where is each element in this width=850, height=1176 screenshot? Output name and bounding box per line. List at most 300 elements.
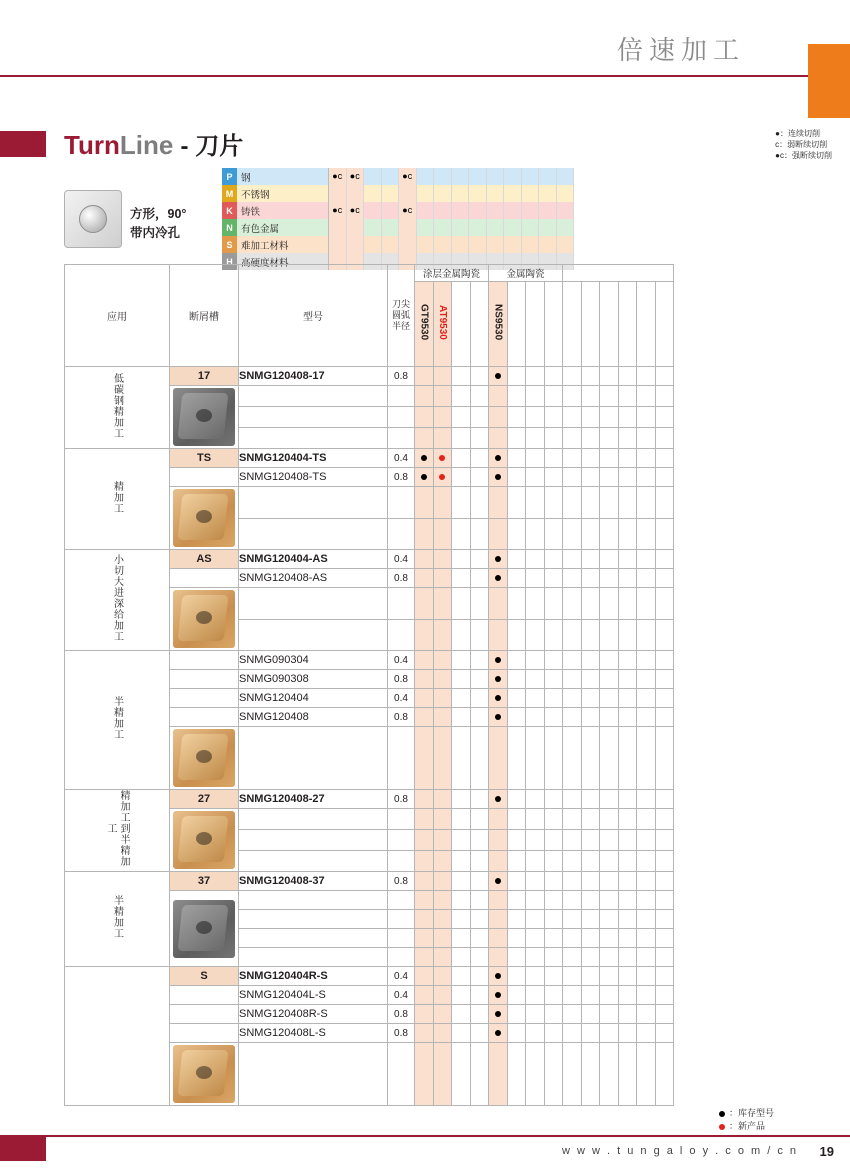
- empty-grade-cell: [600, 487, 619, 519]
- material-mark-cell: [504, 168, 522, 185]
- grade-label: AT9530: [436, 305, 448, 340]
- material-name: 高硬度材料: [237, 253, 329, 270]
- grade-availability-cell: [600, 790, 619, 809]
- grade-availability-cell: [655, 1024, 674, 1043]
- empty-grade-cell: [507, 830, 526, 851]
- material-mark-cell: [417, 185, 435, 202]
- grade-availability-cell: [507, 1005, 526, 1024]
- grade-availability-cell: [452, 790, 471, 809]
- empty-radius-cell: [388, 619, 415, 651]
- material-mark-cell: [487, 219, 505, 236]
- grade-availability-cell: [544, 449, 563, 468]
- material-name: 有色金属: [237, 219, 329, 236]
- grade-availability-cell: [581, 708, 600, 727]
- insert-photo: [173, 1045, 235, 1103]
- footer-rule: [0, 1135, 850, 1137]
- stock-dot-icon: [495, 796, 501, 802]
- material-mark-cell: [469, 219, 487, 236]
- empty-model-cell: [239, 891, 388, 910]
- grade-header-cell: [489, 282, 508, 367]
- grade-header-cell: [452, 282, 471, 367]
- material-mark-cell: [399, 219, 417, 236]
- empty-grade-cell: [581, 428, 600, 449]
- grade-availability-cell: [433, 790, 452, 809]
- header-orange-tab: [808, 44, 850, 118]
- material-name: 不锈钢: [237, 185, 329, 202]
- empty-grade-cell: [470, 386, 489, 407]
- grade-label: GT9530: [418, 304, 430, 341]
- empty-grade-cell: [507, 910, 526, 929]
- grade-availability-cell: [526, 651, 545, 670]
- material-mark-cell: [452, 236, 470, 253]
- grade-availability-cell: [618, 550, 637, 569]
- corner-radius-cell: 0.8: [388, 790, 415, 809]
- empty-grade-cell: [415, 386, 434, 407]
- insert-catalog-table: [64, 264, 674, 1106]
- grade-availability-cell: [415, 967, 434, 986]
- stock-dot-icon: [495, 575, 501, 581]
- empty-grade-cell: [544, 518, 563, 550]
- insert-photo-hole: [196, 921, 212, 934]
- header-group-cermet: 金属陶瓷: [489, 265, 563, 282]
- empty-grade-cell: [452, 948, 471, 967]
- grade-availability-cell: [618, 708, 637, 727]
- empty-grade-cell: [544, 727, 563, 790]
- grade-availability-cell: [452, 872, 471, 891]
- grade-availability-cell: [526, 670, 545, 689]
- grade-availability-cell: [544, 872, 563, 891]
- empty-grade-cell: [544, 891, 563, 910]
- empty-grade-cell: [618, 830, 637, 851]
- corner-radius-cell: 0.8: [388, 367, 415, 386]
- material-mark-cell: [522, 236, 540, 253]
- grade-availability-cell: [581, 550, 600, 569]
- empty-grade-cell: [637, 929, 656, 948]
- empty-grade-cell: [581, 891, 600, 910]
- page-title-line: Line: [119, 130, 174, 160]
- empty-grade-cell: [563, 830, 582, 851]
- empty-grade-cell: [581, 487, 600, 519]
- empty-grade-cell: [655, 386, 674, 407]
- grade-availability-cell: [470, 550, 489, 569]
- material-mark-cell: [417, 168, 435, 185]
- grade-availability-cell: [470, 468, 489, 487]
- empty-model-cell: [239, 830, 388, 851]
- grade-availability-cell: [489, 689, 508, 708]
- empty-grade-cell: [415, 727, 434, 790]
- material-row: [222, 202, 574, 219]
- grade-header-cell: [433, 282, 452, 367]
- stock-dot-icon: [495, 676, 501, 682]
- grade-availability-cell: [415, 1024, 434, 1043]
- insert-photo-shape: [173, 388, 235, 446]
- empty-grade-cell: [452, 727, 471, 790]
- empty-grade-cell: [433, 727, 452, 790]
- empty-grade-cell: [415, 891, 434, 910]
- empty-grade-cell: [489, 948, 508, 967]
- empty-grade-cell: [581, 851, 600, 872]
- empty-radius-cell: [388, 809, 415, 830]
- empty-grade-cell: [544, 428, 563, 449]
- empty-grade-cell: [507, 809, 526, 830]
- empty-model-cell: [239, 386, 388, 407]
- empty-grade-cell: [415, 588, 434, 620]
- grade-availability-cell: [507, 689, 526, 708]
- material-mark-cell: [539, 168, 557, 185]
- grade-availability-cell: [600, 449, 619, 468]
- grade-availability-cell: [452, 670, 471, 689]
- grade-availability-cell: [489, 569, 508, 588]
- empty-grade-cell: [655, 407, 674, 428]
- empty-grade-cell: [415, 407, 434, 428]
- grade-availability-cell: [563, 569, 582, 588]
- grade-availability-cell: [637, 468, 656, 487]
- material-mark-cell: [539, 202, 557, 219]
- chipbreaker-cell-empty: [170, 1005, 239, 1024]
- grade-availability-cell: [581, 967, 600, 986]
- empty-grade-cell: [470, 619, 489, 651]
- material-mark-cell: [452, 185, 470, 202]
- empty-grade-cell: [563, 386, 582, 407]
- grade-availability-cell: [470, 651, 489, 670]
- grade-availability-cell: [618, 1005, 637, 1024]
- grade-availability-cell: [526, 449, 545, 468]
- header-model-label: 型号: [303, 312, 323, 323]
- page-header-title: 倍速加工: [616, 35, 745, 65]
- empty-grade-cell: [544, 809, 563, 830]
- corner-radius-cell: 0.8: [388, 1005, 415, 1024]
- grade-availability-cell: [433, 872, 452, 891]
- grade-availability-cell: [637, 367, 656, 386]
- corner-radius-cell: 0.8: [388, 872, 415, 891]
- page-title-turn: Turn: [64, 130, 120, 160]
- grade-availability-cell: [452, 367, 471, 386]
- material-mark-cell: [364, 202, 382, 219]
- material-mark-cell: ●c: [399, 168, 417, 185]
- empty-grade-cell: [433, 830, 452, 851]
- legend-cutting-symbols: [775, 128, 832, 161]
- grade-availability-cell: [563, 1005, 582, 1024]
- grade-availability-cell: [470, 967, 489, 986]
- empty-grade-cell: [544, 588, 563, 620]
- material-mark-cell: [382, 236, 400, 253]
- empty-grade-cell: [581, 518, 600, 550]
- application-cell: [65, 550, 170, 651]
- grade-availability-cell: [526, 468, 545, 487]
- grade-availability-cell: [526, 550, 545, 569]
- grade-availability-cell: [544, 468, 563, 487]
- material-mark-cell: [487, 168, 505, 185]
- empty-grade-cell: [581, 407, 600, 428]
- corner-radius-cell: 0.8: [388, 1024, 415, 1043]
- insert-shape-thumbnail: [64, 190, 122, 248]
- empty-grade-cell: [526, 588, 545, 620]
- material-mark-cell: [557, 185, 575, 202]
- material-mark-cell: ●c: [347, 168, 365, 185]
- model-cell: SNMG120408-TS: [239, 468, 388, 487]
- empty-grade-cell: [544, 830, 563, 851]
- empty-model-cell: [239, 619, 388, 651]
- model-cell: SNMG120404-TS: [239, 449, 388, 468]
- empty-grade-cell: [618, 588, 637, 620]
- empty-grade-cell: [581, 948, 600, 967]
- model-cell: SNMG120408-17: [239, 367, 388, 386]
- grade-availability-cell: [581, 670, 600, 689]
- grade-availability-cell: [655, 967, 674, 986]
- material-key: K: [222, 202, 237, 219]
- grade-availability-cell: [655, 569, 674, 588]
- grade-availability-cell: [581, 651, 600, 670]
- empty-radius-cell: [388, 891, 415, 910]
- empty-grade-cell: [600, 891, 619, 910]
- grade-availability-cell: [563, 1024, 582, 1043]
- empty-grade-cell: [618, 851, 637, 872]
- material-row: [222, 236, 574, 253]
- material-mark-cell: [434, 168, 452, 185]
- material-key: H: [222, 253, 237, 270]
- empty-grade-cell: [470, 487, 489, 519]
- material-key: M: [222, 185, 237, 202]
- legend-stock-item: [719, 1107, 774, 1120]
- empty-grade-cell: [618, 929, 637, 948]
- grade-availability-cell: [600, 569, 619, 588]
- empty-grade-cell: [433, 518, 452, 550]
- header-group-empty: [563, 265, 674, 282]
- empty-grade-cell: [655, 891, 674, 910]
- empty-grade-cell: [618, 1043, 637, 1106]
- header-corner-radius-label: 刀尖 圆弧 半径: [391, 299, 410, 331]
- model-cell: SNMG120404L-S: [239, 986, 388, 1005]
- empty-grade-cell: [655, 929, 674, 948]
- corner-radius-cell: 0.8: [388, 569, 415, 588]
- grade-availability-cell: [470, 1024, 489, 1043]
- empty-grade-cell: [415, 948, 434, 967]
- empty-grade-cell: [526, 407, 545, 428]
- grade-availability-cell: [526, 1005, 545, 1024]
- empty-grade-cell: [507, 619, 526, 651]
- material-mark-cell: [469, 236, 487, 253]
- header-corner-radius: [388, 265, 415, 367]
- empty-grade-cell: [655, 851, 674, 872]
- insert-photo: [173, 489, 235, 547]
- empty-radius-cell: [388, 929, 415, 948]
- grade-availability-cell: [470, 689, 489, 708]
- grade-availability-cell: [489, 651, 508, 670]
- grade-availability-cell: [637, 651, 656, 670]
- grade-availability-cell: [489, 367, 508, 386]
- empty-grade-cell: [618, 910, 637, 929]
- empty-grade-cell: [581, 588, 600, 620]
- grade-availability-cell: [507, 367, 526, 386]
- empty-grade-cell: [637, 386, 656, 407]
- grade-availability-cell: [581, 1005, 600, 1024]
- material-mark-cell: [364, 185, 382, 202]
- grade-availability-cell: [581, 569, 600, 588]
- material-legend-table: [222, 168, 574, 270]
- corner-radius-cell: 0.4: [388, 651, 415, 670]
- application-cell: [65, 651, 170, 790]
- grade-availability-cell: [637, 872, 656, 891]
- grade-availability-cell: [526, 967, 545, 986]
- material-mark-cell: [504, 236, 522, 253]
- empty-grade-cell: [507, 428, 526, 449]
- material-mark-cell: [452, 168, 470, 185]
- table-row: [65, 967, 674, 986]
- material-mark-cell: [522, 185, 540, 202]
- material-mark-cell: [434, 236, 452, 253]
- grade-availability-cell: [618, 569, 637, 588]
- empty-radius-cell: [388, 1043, 415, 1106]
- empty-grade-cell: [563, 518, 582, 550]
- empty-grade-cell: [489, 891, 508, 910]
- empty-radius-cell: [388, 727, 415, 790]
- empty-grade-cell: [452, 386, 471, 407]
- material-mark-cell: [522, 202, 540, 219]
- grade-availability-cell: [563, 689, 582, 708]
- empty-grade-cell: [452, 809, 471, 830]
- empty-grade-cell: [655, 619, 674, 651]
- chipbreaker-cell-empty: [170, 689, 239, 708]
- footer-red-marker: [0, 1135, 46, 1161]
- grade-availability-cell: [507, 651, 526, 670]
- empty-grade-cell: [618, 809, 637, 830]
- empty-grade-cell: [600, 386, 619, 407]
- grade-availability-cell: [563, 708, 582, 727]
- corner-radius-cell: 0.4: [388, 550, 415, 569]
- grade-availability-cell: [600, 550, 619, 569]
- grade-availability-cell: [415, 367, 434, 386]
- grade-availability-cell: [489, 967, 508, 986]
- grade-availability-cell: [637, 689, 656, 708]
- grade-availability-cell: [507, 550, 526, 569]
- empty-grade-cell: [507, 948, 526, 967]
- empty-grade-cell: [433, 428, 452, 449]
- grade-availability-cell: [637, 1024, 656, 1043]
- corner-radius-cell: 0.4: [388, 967, 415, 986]
- empty-grade-cell: [581, 910, 600, 929]
- material-mark-cell: [417, 202, 435, 219]
- table-header: [65, 265, 674, 367]
- material-mark-cell: [434, 219, 452, 236]
- empty-grade-cell: [600, 518, 619, 550]
- insert-photo-cell: [170, 487, 239, 550]
- grade-availability-cell: [655, 872, 674, 891]
- stock-dot-icon: [495, 695, 501, 701]
- empty-grade-cell: [507, 407, 526, 428]
- empty-grade-cell: [507, 588, 526, 620]
- material-mark-cell: [539, 185, 557, 202]
- application-label: 低碳钢精加工: [111, 372, 123, 439]
- empty-grade-cell: [507, 386, 526, 407]
- stock-dot-icon: [495, 714, 501, 720]
- header-chipbreaker: [170, 265, 239, 367]
- stock-dot-icon: [495, 556, 501, 562]
- empty-grade-cell: [637, 487, 656, 519]
- empty-grade-cell: [489, 487, 508, 519]
- material-mark-cell: [557, 236, 575, 253]
- empty-model-cell: [239, 910, 388, 929]
- grade-availability-cell: [433, 689, 452, 708]
- grade-availability-cell: [433, 1005, 452, 1024]
- empty-grade-cell: [655, 948, 674, 967]
- grade-availability-cell: [489, 872, 508, 891]
- grade-availability-cell: [507, 569, 526, 588]
- empty-grade-cell: [452, 910, 471, 929]
- empty-grade-cell: [489, 929, 508, 948]
- grade-availability-cell: [489, 449, 508, 468]
- model-cell: SNMG120404-AS: [239, 550, 388, 569]
- chipbreaker-cell-empty: [170, 1024, 239, 1043]
- empty-grade-cell: [489, 407, 508, 428]
- empty-grade-cell: [452, 1043, 471, 1106]
- grade-label: NS9530: [492, 304, 504, 341]
- insert-photo-cell: [170, 727, 239, 790]
- empty-grade-cell: [544, 948, 563, 967]
- empty-grade-cell: [544, 386, 563, 407]
- empty-grade-cell: [581, 727, 600, 790]
- grade-availability-cell: [581, 872, 600, 891]
- grade-availability-cell: [581, 986, 600, 1005]
- insert-photo-shape: [173, 811, 235, 869]
- insert-photo-shape: [173, 1045, 235, 1103]
- grade-availability-cell: [544, 1005, 563, 1024]
- grade-availability-cell: [544, 550, 563, 569]
- model-cell: SNMG120408R-S: [239, 1005, 388, 1024]
- insert-photo-hole: [196, 409, 212, 422]
- material-mark-cell: [469, 168, 487, 185]
- material-mark-cell: [504, 202, 522, 219]
- grade-availability-cell: [470, 367, 489, 386]
- empty-grade-cell: [526, 929, 545, 948]
- chipbreaker-cell-empty: [170, 708, 239, 727]
- header-application: [65, 265, 170, 367]
- empty-grade-cell: [415, 809, 434, 830]
- empty-grade-cell: [470, 588, 489, 620]
- empty-model-cell: [239, 518, 388, 550]
- material-mark-cell: ●c: [347, 202, 365, 219]
- grade-availability-cell: [581, 689, 600, 708]
- material-row: [222, 168, 574, 185]
- empty-grade-cell: [507, 891, 526, 910]
- material-mark-cell: [539, 236, 557, 253]
- grade-header-cell: [618, 282, 637, 367]
- empty-grade-cell: [544, 1043, 563, 1106]
- grade-availability-cell: [415, 468, 434, 487]
- empty-grade-cell: [415, 1043, 434, 1106]
- grade-availability-cell: [452, 1024, 471, 1043]
- empty-grade-cell: [415, 619, 434, 651]
- empty-grade-cell: [526, 428, 545, 449]
- chipbreaker-cell: S: [170, 967, 239, 986]
- grade-availability-cell: [452, 569, 471, 588]
- grade-availability-cell: [655, 708, 674, 727]
- empty-grade-cell: [655, 809, 674, 830]
- corner-radius-cell: 0.8: [388, 468, 415, 487]
- grade-availability-cell: [507, 872, 526, 891]
- empty-grade-cell: [563, 929, 582, 948]
- empty-grade-cell: [507, 929, 526, 948]
- empty-grade-cell: [433, 407, 452, 428]
- application-cell: [65, 967, 170, 1106]
- grade-availability-cell: [526, 569, 545, 588]
- empty-grade-cell: [470, 830, 489, 851]
- grade-header-cell: [581, 282, 600, 367]
- grade-availability-cell: [415, 550, 434, 569]
- table-body: [65, 367, 674, 1106]
- material-mark-cell: [382, 202, 400, 219]
- empty-grade-cell: [544, 619, 563, 651]
- material-mark-cell: [382, 185, 400, 202]
